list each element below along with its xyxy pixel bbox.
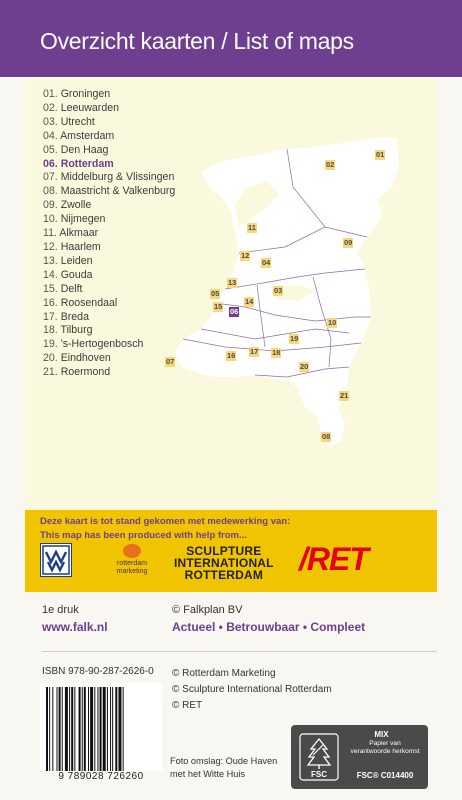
header-bar — [0, 0, 462, 77]
map-list-number: 02. — [43, 101, 58, 114]
map-list-number: 07. — [43, 171, 58, 184]
barcode-bar — [123, 687, 124, 771]
barcode-bar — [112, 687, 113, 771]
map-list-name: Leeuwarden — [60, 101, 119, 114]
barcode-bar — [79, 687, 81, 771]
barcode-bar — [71, 687, 73, 771]
rm-line-1: rotterdam — [117, 560, 147, 567]
falk-url-link[interactable]: www.falk.nl — [42, 620, 108, 634]
divider — [42, 651, 437, 652]
map-list-item[interactable] — [43, 297, 175, 311]
map-label-03[interactable]: 03 — [274, 286, 283, 295]
map-list-name: Delft — [60, 282, 83, 295]
map-label-15[interactable]: 15 — [214, 302, 223, 311]
publisher-tagline: Actueel • Betrouwbaar • Compleet — [172, 620, 366, 634]
map-label-18[interactable]: 18 — [272, 348, 281, 357]
map-list-item[interactable] — [43, 199, 175, 213]
map-list-name: Den Haag — [60, 143, 109, 156]
barcode-bar — [52, 687, 53, 771]
sculpture-international-logo — [174, 545, 274, 581]
fsc-mix: MIX — [374, 730, 389, 739]
barcode-bar — [69, 687, 70, 771]
map-list-number: 17. — [43, 310, 58, 323]
fsc-description — [345, 740, 425, 756]
barcode-bar — [82, 687, 83, 771]
map-list-item[interactable] — [43, 311, 175, 325]
map-label-09[interactable]: 09 — [344, 238, 353, 247]
map-list-name: Groningen — [60, 88, 111, 100]
sponsor-line-nl: Deze kaart is tot stand gekomen met medewerking van: — [40, 516, 291, 527]
rm-line-2: marketing — [116, 568, 148, 575]
map-list-number: 06. — [43, 157, 58, 170]
map-list-name: Haarlem — [60, 240, 101, 253]
map-list-item[interactable] — [43, 116, 175, 130]
fsc-badge — [291, 725, 428, 789]
map-list-name: Roosendaal — [60, 296, 118, 309]
map-list — [43, 88, 175, 380]
barcode-bar — [49, 687, 50, 771]
map-label-06[interactable]: 06 — [230, 307, 239, 316]
sculpture-line-2: INTERNATIONAL — [174, 556, 274, 570]
map-list-name: Nijmegen — [60, 213, 106, 226]
map-list-number: 16. — [43, 296, 58, 309]
barcode-bar — [46, 687, 48, 771]
barcode-icon — [40, 683, 162, 779]
vvv-logo-icon — [41, 544, 71, 576]
map-list-item[interactable] — [43, 352, 175, 366]
barcode-bar — [84, 687, 86, 771]
map-list-number: 20. — [43, 352, 58, 365]
barcode-bar — [57, 687, 58, 771]
map-list-name: Gouda — [60, 268, 93, 281]
barcode-bar — [90, 687, 93, 771]
map-label-08[interactable]: 08 — [322, 432, 331, 441]
map-label-02[interactable]: 02 — [326, 160, 335, 169]
map-list-number: 09. — [43, 199, 58, 212]
map-list-item[interactable] — [43, 227, 175, 241]
map-label-01[interactable]: 01 — [376, 150, 385, 159]
map-list-number: 05. — [43, 143, 58, 156]
map-list-item[interactable] — [43, 102, 175, 116]
fsc-code: FSC® C014400 — [356, 771, 414, 780]
sculpture-line-1: SCULPTURE — [186, 544, 262, 558]
copyright-credits — [172, 666, 332, 714]
photo-credit — [170, 755, 277, 781]
map-list-name: Leiden — [60, 254, 93, 267]
barcode-digits: 9 789028 726260 — [40, 771, 162, 782]
barcode-bar — [107, 687, 108, 771]
map-list-name: Roermond — [60, 366, 111, 379]
barcode-bar — [88, 687, 89, 771]
barcode-bar — [115, 687, 117, 771]
map-list-number: 01. — [43, 88, 58, 100]
map-list-number: 04. — [43, 129, 58, 142]
map-label-12[interactable]: 12 — [241, 251, 250, 260]
map-label-21[interactable]: 21 — [340, 391, 349, 400]
map-label-14[interactable]: 14 — [245, 297, 254, 306]
map-label-05[interactable]: 05 — [211, 289, 220, 298]
map-list-number: 11. — [43, 227, 57, 240]
map-label-11[interactable]: 11 — [248, 223, 256, 232]
map-list-item[interactable] — [43, 130, 175, 144]
map-list-name: Amsterdam — [60, 129, 115, 142]
map-list-number: 13. — [43, 254, 58, 267]
map-list-number: 12. — [43, 240, 58, 253]
map-list-item[interactable] — [43, 255, 175, 269]
sculpture-line-3: ROTTERDAM — [184, 568, 264, 582]
map-list-name: Utrecht — [60, 115, 95, 128]
map-list-item[interactable] — [43, 144, 175, 158]
map-label-10[interactable]: 10 — [328, 318, 337, 327]
fsc-text-line: Papier van — [369, 740, 401, 747]
map-list-number: 15. — [43, 282, 58, 295]
map-label-13[interactable]: 13 — [228, 278, 237, 287]
credit-line: © Sculpture International Rotterdam — [172, 684, 332, 695]
vvv-logo — [40, 543, 72, 577]
isbn: ISBN 978-90-287-2626-0 — [42, 666, 154, 677]
rotterdam-marketing-mark-icon — [123, 544, 141, 558]
barcode-bar — [59, 687, 61, 771]
edition-label: 1e druk — [42, 604, 79, 616]
fsc-tree-icon — [299, 733, 339, 781]
map-list-name: Zwolle — [60, 199, 92, 212]
map-list-item[interactable] — [43, 269, 175, 283]
map-list-number: 14. — [43, 268, 58, 281]
map-list-item[interactable] — [43, 338, 175, 352]
barcode-bar — [110, 687, 111, 771]
map-list-number: 03. — [43, 115, 58, 128]
map-list-name: Maastricht & Valkenburg — [60, 185, 176, 198]
map-list-name: 's-Hertogenbosch — [60, 338, 144, 351]
map-list-number: 19. — [43, 338, 58, 351]
photo-credit-line: Foto omslag: Oude Haven — [170, 756, 278, 766]
barcode-bar — [94, 687, 95, 771]
map-list-item[interactable] — [43, 88, 175, 102]
credit-line: © Rotterdam Marketing — [172, 668, 276, 679]
barcode-bar — [100, 687, 102, 771]
map-list-number: 10. — [43, 213, 58, 226]
map-list-name: Alkmaar — [59, 227, 99, 240]
map-list-name: Rotterdam — [60, 157, 114, 170]
map-list-number: 08. — [43, 185, 58, 198]
map-list-name: Breda — [60, 310, 89, 323]
barcode-bar — [97, 687, 98, 771]
map-list-item[interactable] — [43, 158, 175, 172]
map-list-item[interactable] — [43, 283, 175, 297]
fsc-text-line: verantwoorde herkomst — [350, 748, 420, 755]
barcode-bar — [103, 687, 106, 771]
sponsor-line-en: This map has been produced with help from... — [40, 530, 247, 541]
map-list-item[interactable] — [43, 185, 175, 199]
map-list-number: 21. — [43, 366, 58, 379]
map-label-04[interactable]: 04 — [262, 258, 271, 267]
map-list-item[interactable] — [43, 213, 175, 227]
map-list-number: 18. — [43, 324, 58, 337]
barcode-bar — [62, 687, 63, 771]
map-list-item[interactable] — [43, 324, 175, 338]
fsc-logo-text: FSC — [311, 770, 327, 779]
page-title: Overzicht kaarten / List of maps — [40, 28, 354, 54]
map-label-19[interactable]: 19 — [290, 334, 299, 343]
map-label-07[interactable]: 07 — [166, 357, 175, 366]
map-label-16[interactable]: 16 — [227, 351, 236, 360]
barcode-bar — [65, 687, 68, 771]
map-list-item[interactable] — [43, 366, 175, 380]
map-label-17[interactable]: 17 — [250, 347, 259, 356]
map-label-20[interactable]: 20 — [300, 362, 309, 371]
photo-credit-line: met het Witte Huis — [170, 769, 246, 779]
barcode-bar — [118, 687, 121, 771]
map-list-item[interactable] — [43, 171, 175, 185]
publisher-copyright: © Falkplan BV — [172, 604, 243, 616]
sponsor-band — [25, 510, 437, 592]
credit-line: © RET — [172, 700, 203, 711]
map-list-item[interactable] — [43, 241, 175, 255]
map-list-name: Tilburg — [60, 324, 93, 337]
map-list-name: Middelburg & Vlissingen — [60, 171, 175, 184]
map-list-name: Eindhoven — [60, 352, 111, 365]
barcode-bar — [74, 687, 75, 771]
ret-logo: /RET — [299, 541, 368, 577]
rotterdam-marketing-logo — [105, 544, 159, 576]
map-panel — [25, 77, 437, 510]
